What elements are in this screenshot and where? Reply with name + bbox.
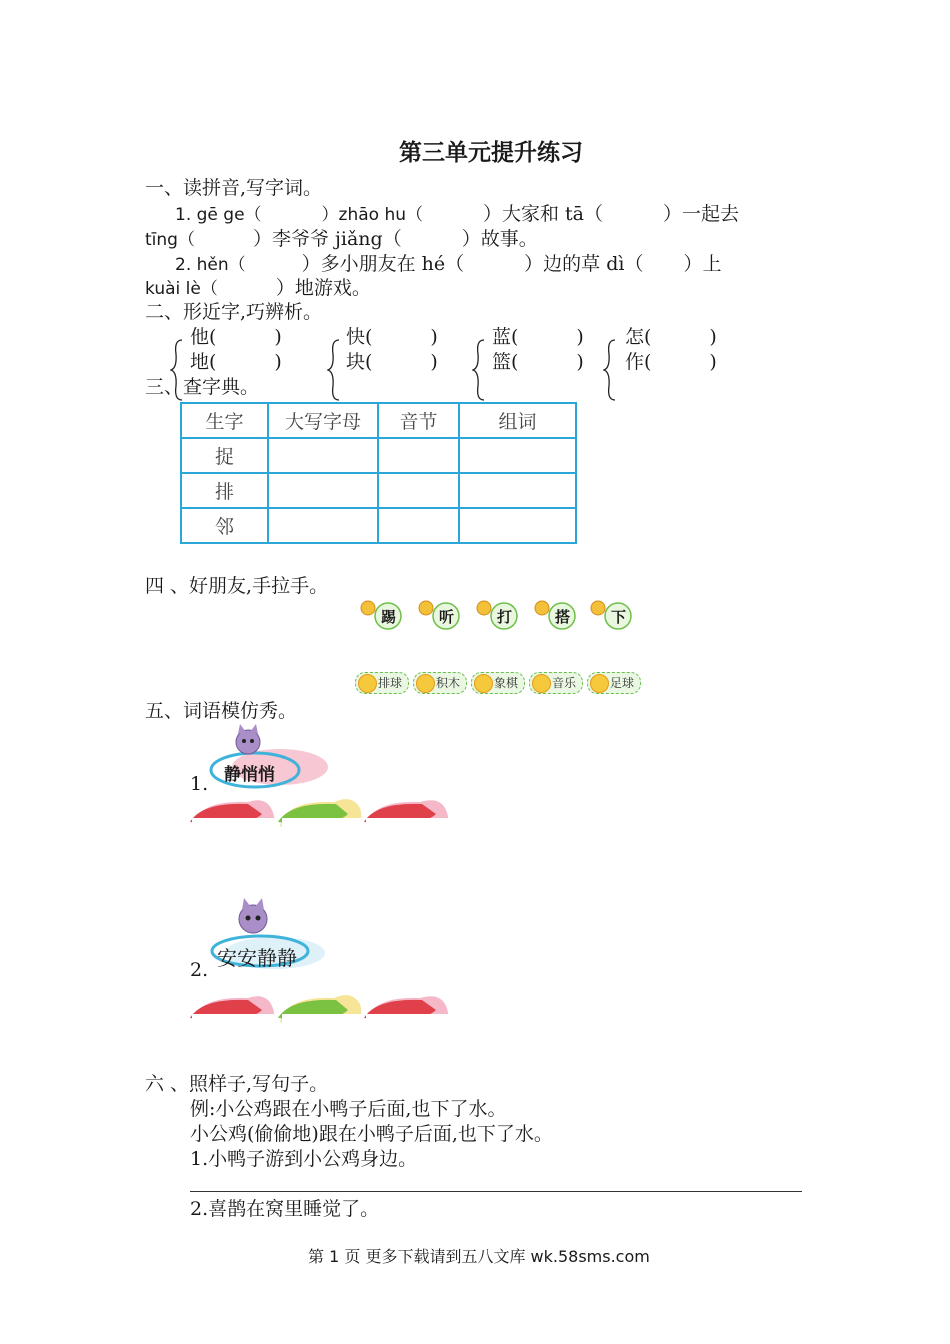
pair-1-bottom: 地( ) bbox=[190, 351, 282, 373]
brace-2 bbox=[327, 338, 341, 402]
noun-pill[interactable] bbox=[471, 672, 525, 694]
noun-label: 象棋 bbox=[494, 676, 519, 690]
col-header: 组词 bbox=[459, 403, 576, 438]
page-footer: 第 1 页 更多下载请到五八文库 wk.58sms.com bbox=[308, 1247, 650, 1266]
section-5-heading: 五、词语模仿秀。 bbox=[145, 700, 298, 722]
answer-clouds-2 bbox=[188, 990, 458, 1048]
table-row bbox=[181, 473, 576, 508]
verb-label: 听 bbox=[439, 608, 455, 626]
s1-line-4: kuài lè（ ）地游戏。 bbox=[145, 277, 371, 299]
answer-line[interactable] bbox=[190, 1191, 802, 1192]
answer-cell[interactable] bbox=[268, 438, 378, 473]
example-line-2: 小公鸡(偷偷地)跟在小鸭子后面,也下了水。 bbox=[190, 1123, 553, 1145]
answer-cell[interactable] bbox=[268, 508, 378, 543]
table-header-row bbox=[181, 403, 576, 438]
sun-face-icon bbox=[416, 674, 435, 693]
pair-4-bottom: 作( ) bbox=[625, 351, 717, 373]
section-1-heading: 一、读拼音,写字词。 bbox=[145, 177, 323, 199]
noun-pill[interactable] bbox=[529, 672, 583, 694]
section-2-heading: 二、形近字,巧辨析。 bbox=[145, 301, 323, 323]
noun-label: 排球 bbox=[378, 676, 403, 690]
brace-3 bbox=[472, 338, 486, 402]
verb-bubble[interactable] bbox=[532, 598, 580, 630]
noun-label: 积木 bbox=[436, 676, 461, 690]
sun-face-icon bbox=[532, 674, 551, 693]
col-header: 音节 bbox=[378, 403, 459, 438]
noun-pill[interactable] bbox=[587, 672, 641, 694]
noun-pill[interactable] bbox=[413, 672, 467, 694]
pair-2-top: 快( ) bbox=[346, 326, 438, 348]
col-header: 生字 bbox=[181, 403, 268, 438]
sun-face-icon bbox=[590, 674, 609, 693]
verb-bubble[interactable] bbox=[358, 598, 406, 630]
item-1-number: 1. bbox=[190, 773, 209, 795]
answer-cell[interactable] bbox=[378, 508, 459, 543]
noun-pill[interactable] bbox=[355, 672, 409, 694]
s1-line-2: tīng（ ）李爷爷 jiǎng（ ）故事。 bbox=[145, 228, 538, 250]
question-1: 1.小鸭子游到小公鸡身边。 bbox=[190, 1148, 418, 1170]
col-header: 大写字母 bbox=[268, 403, 378, 438]
model-word: 静悄悄 bbox=[224, 765, 275, 785]
s1-line-1: 1. gē ge（ ）zhāo hu（ ）大家和 tā（ ）一起去 bbox=[175, 203, 740, 225]
s1-line-3: 2. hěn（ ）多小朋友在 hé（ ）边的草 dì（ ）上 bbox=[175, 253, 722, 275]
sun-face-icon bbox=[358, 674, 377, 693]
verb-bubble[interactable] bbox=[474, 598, 522, 630]
answer-cell[interactable] bbox=[268, 473, 378, 508]
char-cell: 邻 bbox=[181, 508, 268, 543]
pair-2-bottom: 块( ) bbox=[346, 351, 438, 373]
answer-clouds-1 bbox=[188, 794, 458, 852]
verb-bubble[interactable] bbox=[416, 598, 464, 630]
char-cell: 捉 bbox=[181, 438, 268, 473]
answer-cell[interactable] bbox=[459, 438, 576, 473]
section-3-heading: 三、查字典。 bbox=[145, 376, 260, 398]
section-4-heading: 四 、好朋友,手拉手。 bbox=[145, 575, 329, 597]
answer-cell[interactable] bbox=[459, 473, 576, 508]
pair-3-bottom: 篮( ) bbox=[492, 351, 584, 373]
table-row bbox=[181, 438, 576, 473]
char-cell: 排 bbox=[181, 473, 268, 508]
question-2: 2.喜鹊在窝里睡觉了。 bbox=[190, 1198, 380, 1220]
pair-3-top: 蓝( ) bbox=[492, 326, 584, 348]
verb-bubble[interactable] bbox=[588, 598, 636, 630]
item-2-number: 2. bbox=[190, 959, 209, 981]
model-word: 安安静静 bbox=[217, 946, 297, 970]
example-line-1: 例:小公鸡跟在小鸭子后面,也下了水。 bbox=[190, 1098, 507, 1120]
answer-cell[interactable] bbox=[378, 438, 459, 473]
answer-cell[interactable] bbox=[459, 508, 576, 543]
brace-4 bbox=[603, 338, 617, 402]
verb-label: 搭 bbox=[555, 608, 571, 626]
dictionary-table bbox=[180, 402, 577, 544]
table-row bbox=[181, 508, 576, 543]
verb-label: 下 bbox=[611, 608, 627, 626]
answer-cell[interactable] bbox=[378, 473, 459, 508]
verb-label: 踢 bbox=[381, 608, 397, 626]
page-title: 第三单元提升练习 bbox=[399, 139, 583, 166]
verb-label: 打 bbox=[497, 608, 513, 626]
noun-label: 音乐 bbox=[552, 676, 577, 690]
noun-label: 足球 bbox=[610, 676, 635, 690]
pair-4-top: 怎( ) bbox=[625, 326, 717, 348]
pair-1-top: 他( ) bbox=[190, 326, 282, 348]
section-6-heading: 六 、照样子,写句子。 bbox=[145, 1073, 329, 1095]
sun-face-icon bbox=[474, 674, 493, 693]
